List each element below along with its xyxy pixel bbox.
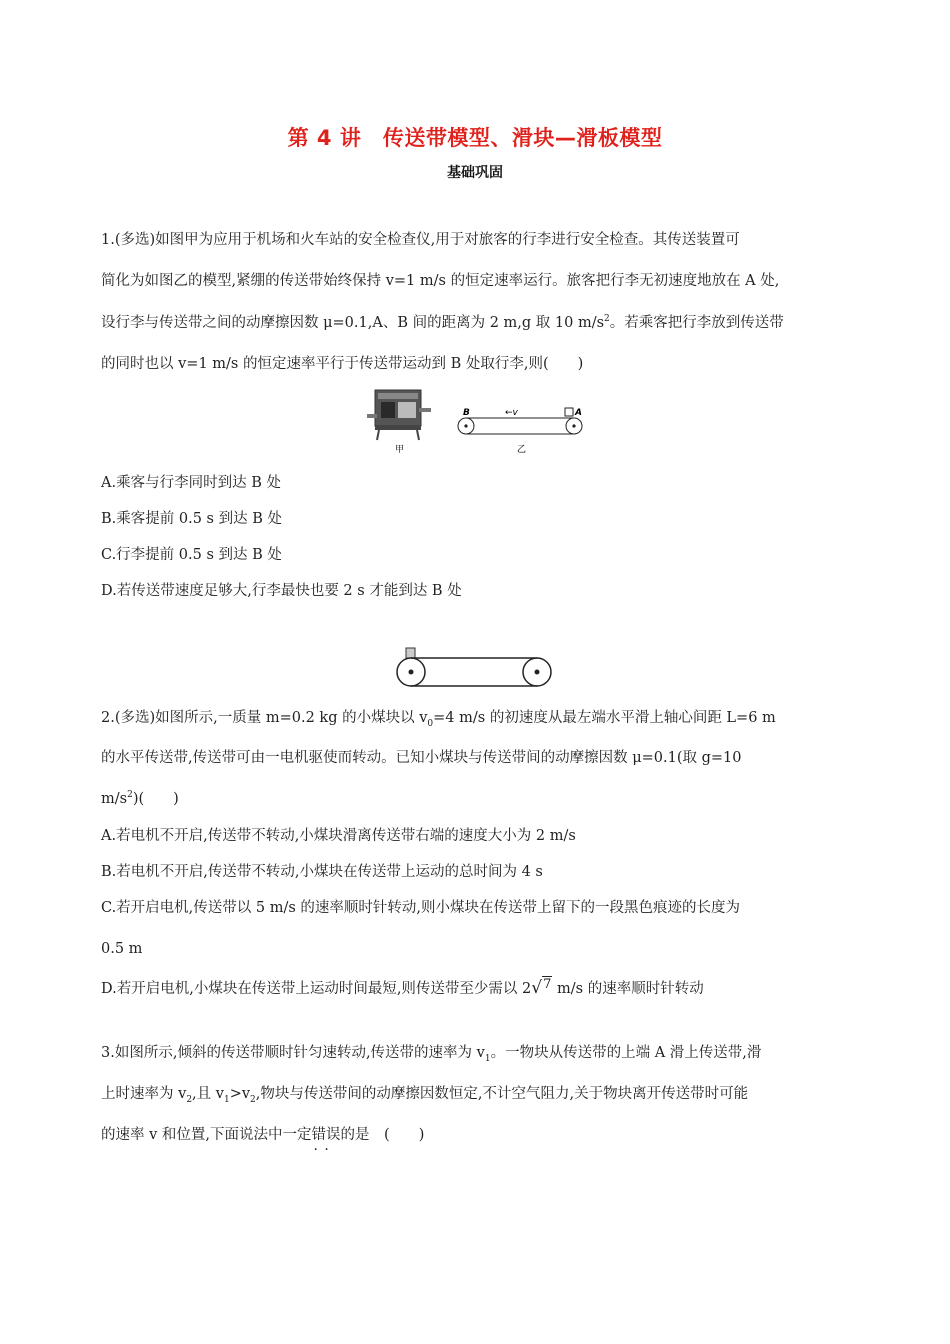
q1-line-4: 的同时也以 v=1 m/s 的恒定速率平行于传送带运动到 B 处取行李,则( ) [101,356,584,372]
q2-line-3: $m/s^2$)( ) [101,790,179,807]
fig-b-label: B [463,408,470,418]
luggage-box [565,408,573,416]
q1-line-2: 简化为如图乙的模型,紧绷的传送带始终保持 v=1 m/s 的恒定速率运行。旅客把行李无初速度地放在 A 处, [101,273,780,289]
q2-line-2: 的水平传送带,传送带可由一电机驱使而转动。已知小煤块与传送带间的动摩擦因数 μ=0.1(取 g=10 [101,750,742,766]
q1-figure [365,384,595,458]
q2-conveyor-figure [390,644,560,694]
fig-a-label: A [575,408,582,418]
q2-option-c-line-1: C.若开启电机,传送带以 5 m/s 的速率顺时针转动,则小煤块在传送带上留下的一段黑色痕迹的长度为 [101,900,741,916]
q1-option-d: D.若传送带速度足够大,行李最快也要 2 s 才能到达 B 处 [101,583,462,599]
fig-jia-label: 甲 [395,445,405,455]
page-title: 第 4 讲 传送带模型、滑块—滑板模型 [287,126,663,150]
q3-line-1: 3.如图所示,倾斜的传送带顺时针匀速转动,传送带的速率为 $v_1$。一物块从传送带的上端 A 滑上传送带,滑 [101,1045,762,1064]
emphasis-dots: 错误 · · [312,1127,341,1143]
q2-option-c-line-2: 0.5 m [101,941,143,957]
q1-option-a: A.乘客与行李同时到达 B 处 [101,475,281,491]
q1-line-3: 设行李与传送带之间的动摩擦因数 μ=0.1,A、B 间的距离为 2 m,g 取 10 $m/s^2$。若乘客把行李放到传送带 [101,314,784,331]
section-subtitle: 基础巩固 [447,165,503,181]
security-scanner-image [367,390,431,440]
q1-option-b: B.乘客提前 0.5 s 到达 B 处 [101,511,282,527]
fig-v-label: ←v [505,408,518,418]
q3-line-2: 上时速率为 $v_2$,且 $v_1>v_2$,物块与传送带间的动摩擦因数恒定,不计空气阻力,关于物块离开传送带时可能 [101,1086,749,1105]
coal-block [406,648,415,658]
q2-option-a: A.若电机不开启,传送带不转动,小煤块滑离传送带右端的速度大小为 2 m/s [101,828,576,844]
q2-option-d: D.若开启电机,小煤块在传送带上运动时间最短,则传送带至少需以 2√7 m/s 的速率顺时针转动 [101,977,704,998]
q1-option-c: C.行李提前 0.5 s 到达 B 处 [101,547,282,563]
q3-line-3: 的速率 v 和位置,下面说法中一定错误 · ·的是 ( ) [101,1125,424,1145]
q1-line-1: 1.(多选)如图甲为应用于机场和火车站的安全检查仪,用于对旅客的行李进行安全检查。其传送装置可 [101,232,740,248]
conveyor-belt-small [458,418,582,434]
fig-yi-label: 乙 [517,445,527,455]
q2-line-1: 2.(多选)如图所示,一质量 m=0.2 kg 的小煤块以 $v_0=4$ m/s 的初速度从最左端水平滑上轴心间距 L=6 m [101,710,776,729]
q2-option-b: B.若电机不开启,传送带不转动,小煤块在传送带上运动的总时间为 4 s [101,864,543,880]
